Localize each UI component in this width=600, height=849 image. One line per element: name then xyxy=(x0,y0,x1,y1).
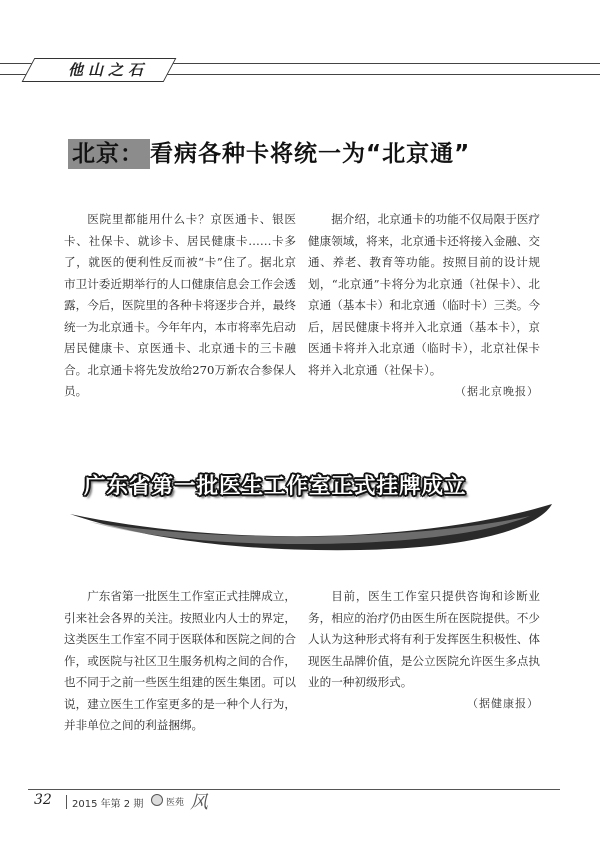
magazine-name: 医苑 xyxy=(166,798,185,808)
article2-right-paragraph: 目前，医生工作室只提供咨询和诊断业务，相应的治疗仍由医生所在医院提供。不少人认为这种形式将有利于发挥医生积极性、体现医生品牌价值，是公立医院允许医生多点执业的一种初级形式。 xyxy=(308,589,540,689)
article2-right-column xyxy=(308,586,540,694)
article1-left-paragraph: 医院里都能用什么卡？京医通卡、银医卡、社保卡、就诊卡、居民健康卡……卡多了，就医的便利性反而被“卡”住了。据北京市卫计委近期举行的人口健康信息会工作会透露，今后，医院里的各种卡将逐步合并，最终统一为北京通卡。今年年内，本市将率先启动居民健康卡、京医通卡、北京通卡的三卡融合。北京通卡将先发放给270万新农合参保人员。 xyxy=(64,212,296,398)
article2-source: （据健康报） xyxy=(467,697,539,710)
article1-title-highlight: 北京： xyxy=(68,139,150,169)
issue-label: 2015 年第 2 期 xyxy=(72,799,144,810)
magazine-logo-icon xyxy=(151,794,163,806)
article1-title xyxy=(68,135,470,168)
article1-right-paragraph: 据介绍，北京通卡的功能不仅局限于医疗健康领域，将来，北京通卡还将接入金融、交通、养老、教育等功能。按照目前的设计规划，“北京通”卡将分为北京通（社保卡）、北京通（基本卡）和北京通（临时卡）三类。今后，居民健康卡将并入北京通（基本卡），京医通卡将并入北京通（临时卡），北京社保卡将并入北京通（社保卡）。 xyxy=(308,212,540,377)
magazine-name-style: 风 xyxy=(190,792,208,813)
section-title: 他山之石 xyxy=(68,61,149,79)
article2-title: 广东省第一批医生工作室正式挂牌成立 xyxy=(84,474,467,499)
footer-rule xyxy=(28,789,560,790)
footer-divider xyxy=(66,795,67,809)
article1-source: （据北京晚报） xyxy=(455,385,539,398)
article1-right-column xyxy=(308,209,540,381)
article2-left-paragraph: 广东省第一批医生工作室正式挂牌成立，引来社会各界的关注。按照业内人士的界定，这类医生工作室不同于医联体和医院之间的合作，或医院与社区卫生服务机构之间的合作，也不同于之前一些医生组建的医生集团。可以说，建立医生工作室更多的是一种个人行为，并非单位之间的利益捆绑。 xyxy=(64,589,296,732)
article1-left-column xyxy=(64,209,296,403)
page-number: 32 xyxy=(34,792,52,808)
article2-left-column xyxy=(64,586,296,737)
article1-title-rest: 看病各种卡将统一为“北京通” xyxy=(150,141,471,167)
